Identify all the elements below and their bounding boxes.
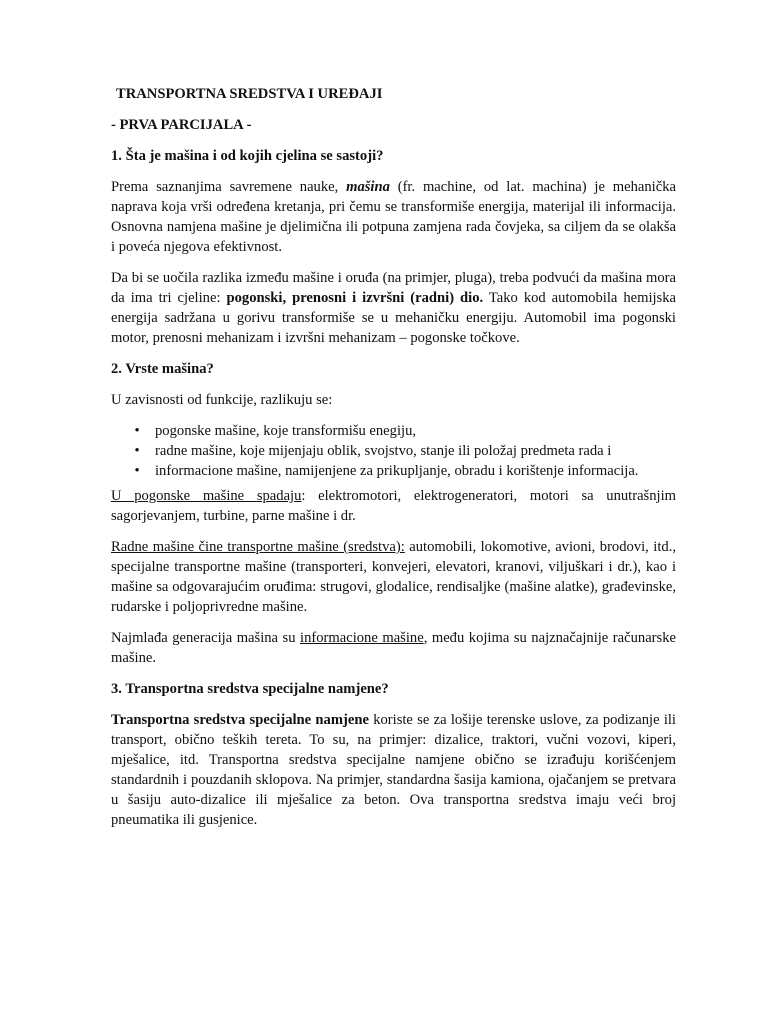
question-1-heading: 1. Šta je mašina i od kojih cjelina se sastoji?: [111, 148, 384, 164]
q1-p2-text-after: Tako kod automobila hemijska energija sadržana u gorivu transformiše se u mehaničku energiju. Automobil ima pogonski motor, prenosni mehanizam i izvršni mehanizam – pogonske točkove.: [111, 290, 677, 346]
list-item: [134, 421, 676, 441]
list-item-text: informacione mašine, namijenjene za prikupljanje, obradu i korištenje informacija.: [155, 463, 639, 479]
informacione-text-before: Najmlađa generacija mašina su: [111, 630, 301, 646]
list-item: [134, 461, 676, 481]
q3-bold-term: Transportna sredstva specijalne namjene: [111, 712, 369, 728]
question-3-paragraph: [111, 710, 676, 830]
radne-masine-text: automobili, lokomotive, avioni, brodovi, itd., specijalne transportne mašine (transporteri, konvejeri, elevatori, kranovi, viljuškari i dr.), kao i mašine sa odgovarajućim oruđima: strugovi, glodalice, rendisaljke (mašine alatke), građevinske, rudarske i poljoprivredne mašine.: [111, 539, 676, 615]
informacione-text-after: , među kojima su najznačajnije računarske mašine.: [111, 630, 676, 666]
q3-text: koriste se za lošije terenske uslove, za podizanje ili transport, obično teških tereta. To su, na primjer: dizalice, traktori, vučni vozovi, kiperi, mješalice, itd. Transportna sredstva specijalne namjene obično se izrađuju korišćenjem standardnih i pouzdanih sklopova. Na primjer, standardna šasija kamiona, ojačanjem se pretvara u šasiju auto-dizalice ili mješalice za beton. Ova transportna sredstva imaju veći broj pneumatika ili gusjenice.: [111, 712, 676, 828]
q1-p1-term: mašina: [346, 179, 390, 195]
radne-masine-label: Radne mašine čine transportne mašine (sredstva):: [111, 539, 405, 555]
list-item: [134, 441, 676, 461]
list-item-text: pogonske mašine, koje transformišu enegiju,: [155, 423, 417, 439]
radne-masine-paragraph: [111, 537, 676, 617]
pogonske-masine-label: U pogonske mašine spadaju: [111, 488, 302, 504]
question-1-paragraph-1: [111, 177, 676, 257]
informacione-masine-term: informacione mašine: [300, 630, 424, 646]
informacione-masine-paragraph: [111, 628, 676, 668]
pogonske-masine-paragraph: [111, 486, 676, 526]
question-1-paragraph-2: [111, 268, 676, 348]
question-3-heading: 3. Transportna sredstva specijalne namjene?: [111, 681, 389, 697]
document-title: TRANSPORTNA SREDSTVA I UREĐAJI: [116, 86, 383, 102]
document-subtitle: - PRVA PARCIJALA -: [111, 117, 252, 133]
machine-types-list: [111, 421, 676, 481]
bullet-icon: •: [134, 423, 140, 439]
q1-p2-text-before: Da bi se uočila razlika između mašine i oruđa (na primjer, pluga), treba podvući da mašina mora da ima tri cjeline:: [111, 270, 676, 306]
pogonske-masine-text: : elektromotori, elektrogeneratori, motori sa unutrašnjim sagorjevanjem, turbine, parne mašine i dr.: [111, 488, 676, 524]
q1-p1-text-before: Prema saznanjima savremene nauke,: [111, 179, 347, 195]
question-2-intro: U zavisnosti od funkcije, razlikuju se:: [111, 392, 333, 408]
bullet-icon: •: [134, 463, 140, 479]
bullet-icon: •: [134, 443, 140, 459]
list-item-text: radne mašine, koje mijenjaju oblik, svojstvo, stanje ili položaj predmeta rada i: [155, 443, 612, 459]
q1-p2-bold: pogonski, prenosni i izvršni (radni) dio.: [226, 290, 484, 306]
document-body: [111, 84, 676, 841]
question-2-heading: 2. Vrste mašina?: [111, 361, 214, 377]
q1-p1-text-after: (fr. machine, od lat. machina) je mehanička naprava koja vrši određena kretanja, pri čemu se transformiše energija, materijal ili informacija. Osnovna namjena mašine je djelimična ili potpuna zamjena rada čovjeka, sa ciljem da se olakša i poveća njegova efektivnost.: [111, 179, 676, 255]
